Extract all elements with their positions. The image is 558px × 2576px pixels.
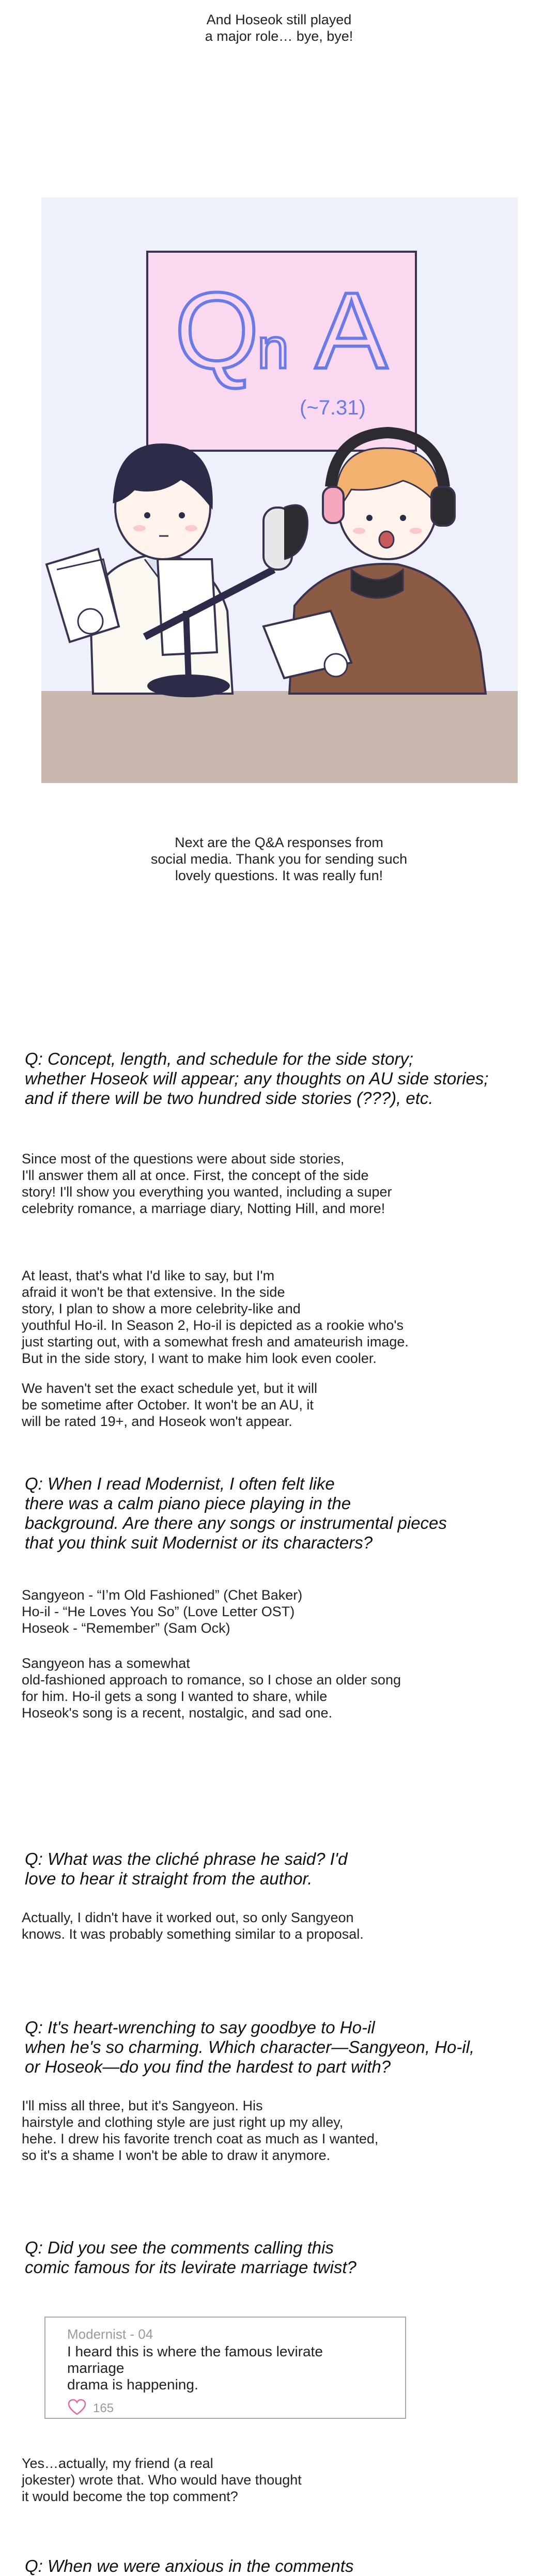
comment-likes: [67, 2398, 383, 2418]
sign-letter-n: n: [257, 317, 289, 380]
intro-line-2: a major role… bye, bye!: [205, 28, 353, 44]
heart-outline-icon: [67, 2398, 87, 2418]
sign-letter-q: Q: [175, 270, 259, 391]
table: [41, 691, 518, 783]
likes-count: 165: [93, 2401, 114, 2415]
answer-cliche-phrase: Actually, I didn't have it worked out, so only Sangyeon knows. It was probably something similar to a proposal.: [22, 1910, 364, 1942]
next-text: [0, 834, 558, 884]
question-side-story: Q: Concept, length, and schedule for the side story; whether Hoseok will appear; any thoughts on AU side stories; and if there will be two hundred side stories (???), etc.: [25, 1049, 489, 1108]
song-list: Sangyeon - “I’m Old Fashioned” (Chet Baker) Ho-il - “He Loves You So” (Love Letter OST) Hoseok - “Remember” (Sam Ock): [22, 1587, 303, 1636]
answer-levirate-comments: Yes…actually, my friend (a real jokester) wrote that. Who would have thought it would become the top comment?: [22, 2456, 302, 2504]
answer-side-story-3: We haven't set the exact schedule yet, but it will be sometime after October. It won't be an AU, it will be rated 19+, and Hoseok won't appear.: [22, 1381, 317, 1429]
next-line-1: Next are the Q&A responses from: [175, 835, 383, 850]
question-cliche-phrase: Q: What was the cliché phrase he said? I'd love to hear it straight from the author.: [25, 1849, 348, 1888]
comment-card: [44, 2317, 406, 2419]
sign-date: (~7.31): [300, 396, 366, 419]
qna-illustration: [41, 197, 518, 783]
answer-side-story-1: Since most of the questions were about side stories, I'll answer them all at once. First, the concept of the side story! I'll show you everything you wanted, including a super celebrity romance, a marriage diary, Notting Hill, and more!: [22, 1151, 392, 1216]
question-levirate-comments: Q: Did you see the comments calling this comic famous for its levirate marriage twist?: [25, 2238, 357, 2277]
question-hardest-to-part: Q: It's heart-wrenching to say goodbye to Ho-il when he's so charming. Which character—Sangyeon, Ho-il, or Hoseok—do you find the hardest to part with?: [25, 2018, 475, 2076]
answer-hardest-to-part: I'll miss all three, but it's Sangyeon. His hairstyle and clothing style are just right up my alley, hehe. I drew his favorite trench coat as much as I wanted, so it's a shame I won't be able to draw it anymore.: [22, 2098, 379, 2163]
answer-songs: Sangyeon has a somewhat old-fashioned approach to romance, so I chose an older song for him. Ho-il gets a song I wanted to share, while Hoseok's song is a recent, nostalgic, and sad one.: [22, 1655, 401, 1721]
intro-text: [0, 11, 558, 44]
sign-letter-a: A: [315, 270, 388, 391]
next-line-2: social media. Thank you for sending such: [150, 851, 408, 867]
answer-side-story-2: At least, that's what I'd like to say, but I'm afraid it won't be that extensive. In the side story, I plan to show a more celebrity-like and youthful Ho-il. In Season 2, Ho-il is depicted as a rookie who's just starting out, with a somewhat fresh and amateurish image. But in the side story, I want to make him look even cooler.: [22, 1268, 409, 1366]
comment-body: I heard this is where the famous levirate marriage drama is happening.: [67, 2343, 323, 2393]
comment-meta: Modernist - 04: [67, 2326, 153, 2342]
next-line-3: lovely questions. It was really fun!: [175, 868, 383, 883]
intro-line-1: And Hoseok still played: [206, 12, 352, 27]
question-songs: Q: When I read Modernist, I often felt like there was a calm piano piece playing in the background. Are there any songs or instrumental pieces that you think suit Modernist or its characters?: [25, 1474, 447, 1552]
question-anxious-comments: Q: When we were anxious in the comments: [25, 2556, 354, 2575]
